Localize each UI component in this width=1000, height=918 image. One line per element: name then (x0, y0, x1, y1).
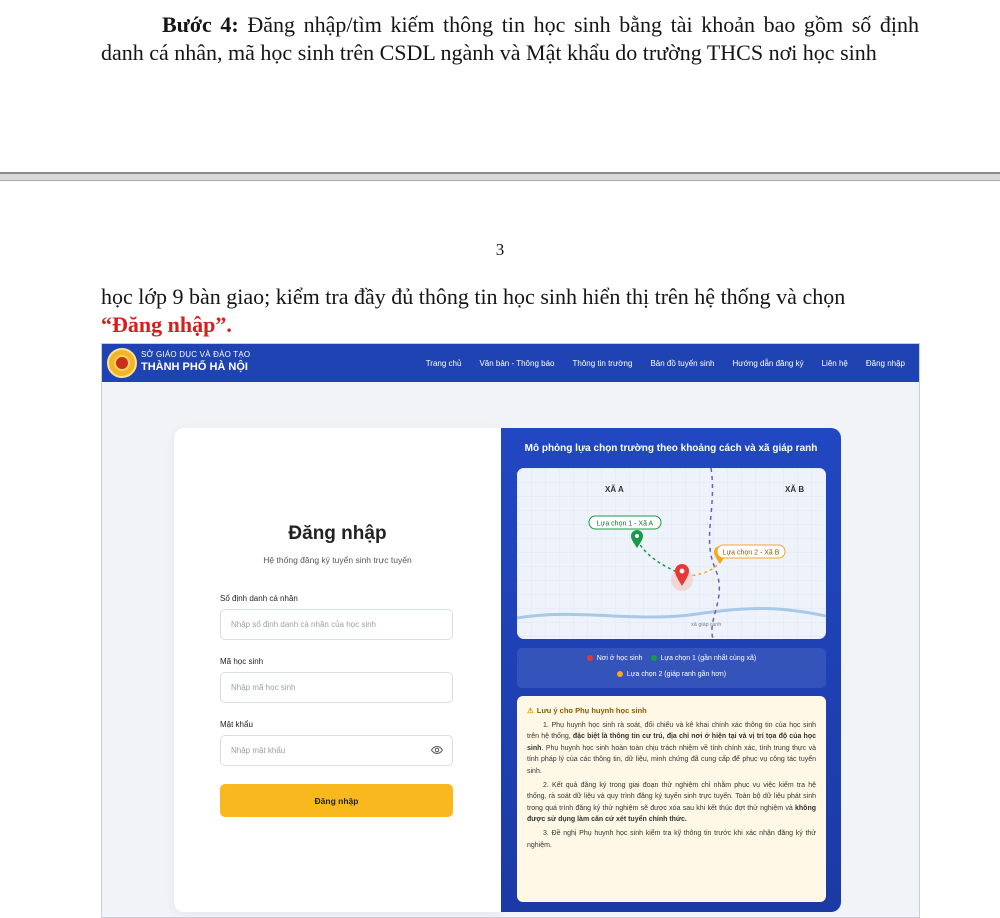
page-break (0, 172, 1000, 181)
commune-b-label: XÃ B (785, 485, 805, 494)
legend-home: Nơi ở học sinh (587, 655, 643, 662)
brand[interactable] (141, 350, 250, 374)
distance-map (517, 468, 826, 639)
legend-row-1 (517, 655, 826, 662)
eye-icon[interactable] (431, 744, 443, 756)
login-card (174, 428, 501, 912)
notice-title: ⚠ Lưu ý cho Phụ huynh học sinh (527, 706, 647, 715)
commune-a-label: XÃ A (605, 485, 624, 494)
warning-icon: ⚠ (527, 706, 534, 715)
id-label: Số định danh cá nhân (220, 594, 298, 603)
step-continuation-text: học lớp 9 bàn giao; kiểm tra đầy đủ thông tin học sinh hiển thị trên hệ thống và chọn (101, 284, 846, 309)
notice-item-1: 1. Phụ huynh học sinh rà soát, đối chiếu và kê khai chính xác thông tin của học sinh trên hệ thống, đặc biệt là thông tin cư trú, địa chỉ nơi ở hiện tại và vị trí tọa độ của học sinh. Phụ huynh học sinh hoàn toàn chịu trách nhiệm về tính chính xác, tính trung thực và tính pháp lý của các thông tin, dữ liệu, minh chứng đã cung cấp để phục vụ công tác tuyển sinh. (527, 721, 816, 775)
menu-contact[interactable]: Liên hệ (821, 358, 848, 368)
emblem-logo (107, 348, 137, 378)
step-continuation (101, 283, 919, 339)
simulation-panel (501, 428, 841, 912)
action-label: “Đăng nhập”. (101, 312, 232, 337)
top-navbar (102, 344, 919, 382)
menu-school-info[interactable]: Thông tin trường (572, 358, 633, 368)
menu-home[interactable]: Trang chủ (425, 358, 462, 368)
page-number: 3 (495, 240, 505, 259)
simulation-title: Mô phỏng lựa chọn trường theo khoảng cách và xã giáp ranh (524, 443, 818, 454)
menu-documents[interactable]: Văn bản - Thông báo (479, 358, 555, 368)
org-big: THÀNH PHỐ HÀ NỘI (141, 361, 248, 373)
step-paragraph (101, 11, 919, 67)
login-screenshot (101, 343, 920, 918)
choice2-tag: Lựa chọn 2 - Xã B (722, 549, 780, 557)
map-graphic (517, 468, 826, 639)
org-small: SỞ GIÁO DỤC VÀ ĐÀO TẠO (141, 350, 251, 359)
map-legend (517, 648, 826, 688)
main-menu (408, 344, 905, 382)
student-code-label: Mã học sinh (220, 657, 264, 666)
password-label: Mật khẩu (220, 720, 253, 729)
password-input[interactable] (220, 735, 453, 766)
parent-notice (517, 696, 826, 902)
login-title: Đăng nhập (288, 523, 387, 544)
step-label: Bước 4: (162, 12, 239, 37)
student-code-input[interactable] (220, 672, 453, 703)
menu-login[interactable]: Đăng nhập (865, 358, 905, 368)
border-label: xã giáp ranh (691, 622, 722, 628)
login-button[interactable]: Đăng nhập (220, 784, 453, 817)
password-wrapper (174, 735, 501, 766)
login-subtitle: Hệ thống đăng ký tuyển sinh trực tuyến (263, 555, 412, 565)
id-input[interactable] (220, 609, 453, 640)
menu-guide[interactable]: Hướng dẫn đăng ký (732, 358, 804, 368)
notice-item-2: 2. Kết quả đăng ký trong giai đoạn thử nghiệm chỉ nhằm phục vụ việc kiểm tra hệ thống, rà soát dữ liệu và quy trình đăng ký tuyển sinh trực tuyến. Toàn bộ dữ liệu phát sinh trong quá trình đăng ký thử nghiệm sẽ được xóa sau khi kết thúc đợt thử nghiệm và không được sử dụng làm căn cứ xét tuyển chính thức. (527, 781, 816, 824)
legend-choice1: Lựa chọn 1 (gần nhất cùng xã) (651, 655, 757, 662)
menu-enrollment-map[interactable]: Bản đồ tuyến sinh (650, 358, 715, 368)
legend-row-2 (517, 671, 826, 678)
legend-choice2: Lựa chọn 2 (giáp ranh gần hơn) (617, 671, 726, 678)
choice1-tag: Lựa chọn 1 - Xã A (596, 520, 654, 528)
notice-item-3: 3. Đề nghị Phụ huynh học sinh kiểm tra kỹ thông tin trước khi xác nhận đăng ký thử nghiệm. (527, 829, 816, 849)
step-text: Đăng nhập/tìm kiếm thông tin học sinh bằng tài khoản bao gồm số định danh cá nhân, mã học sinh trên CSDL ngành và Mật khẩu do trường THCS nơi học sinh (101, 12, 919, 65)
